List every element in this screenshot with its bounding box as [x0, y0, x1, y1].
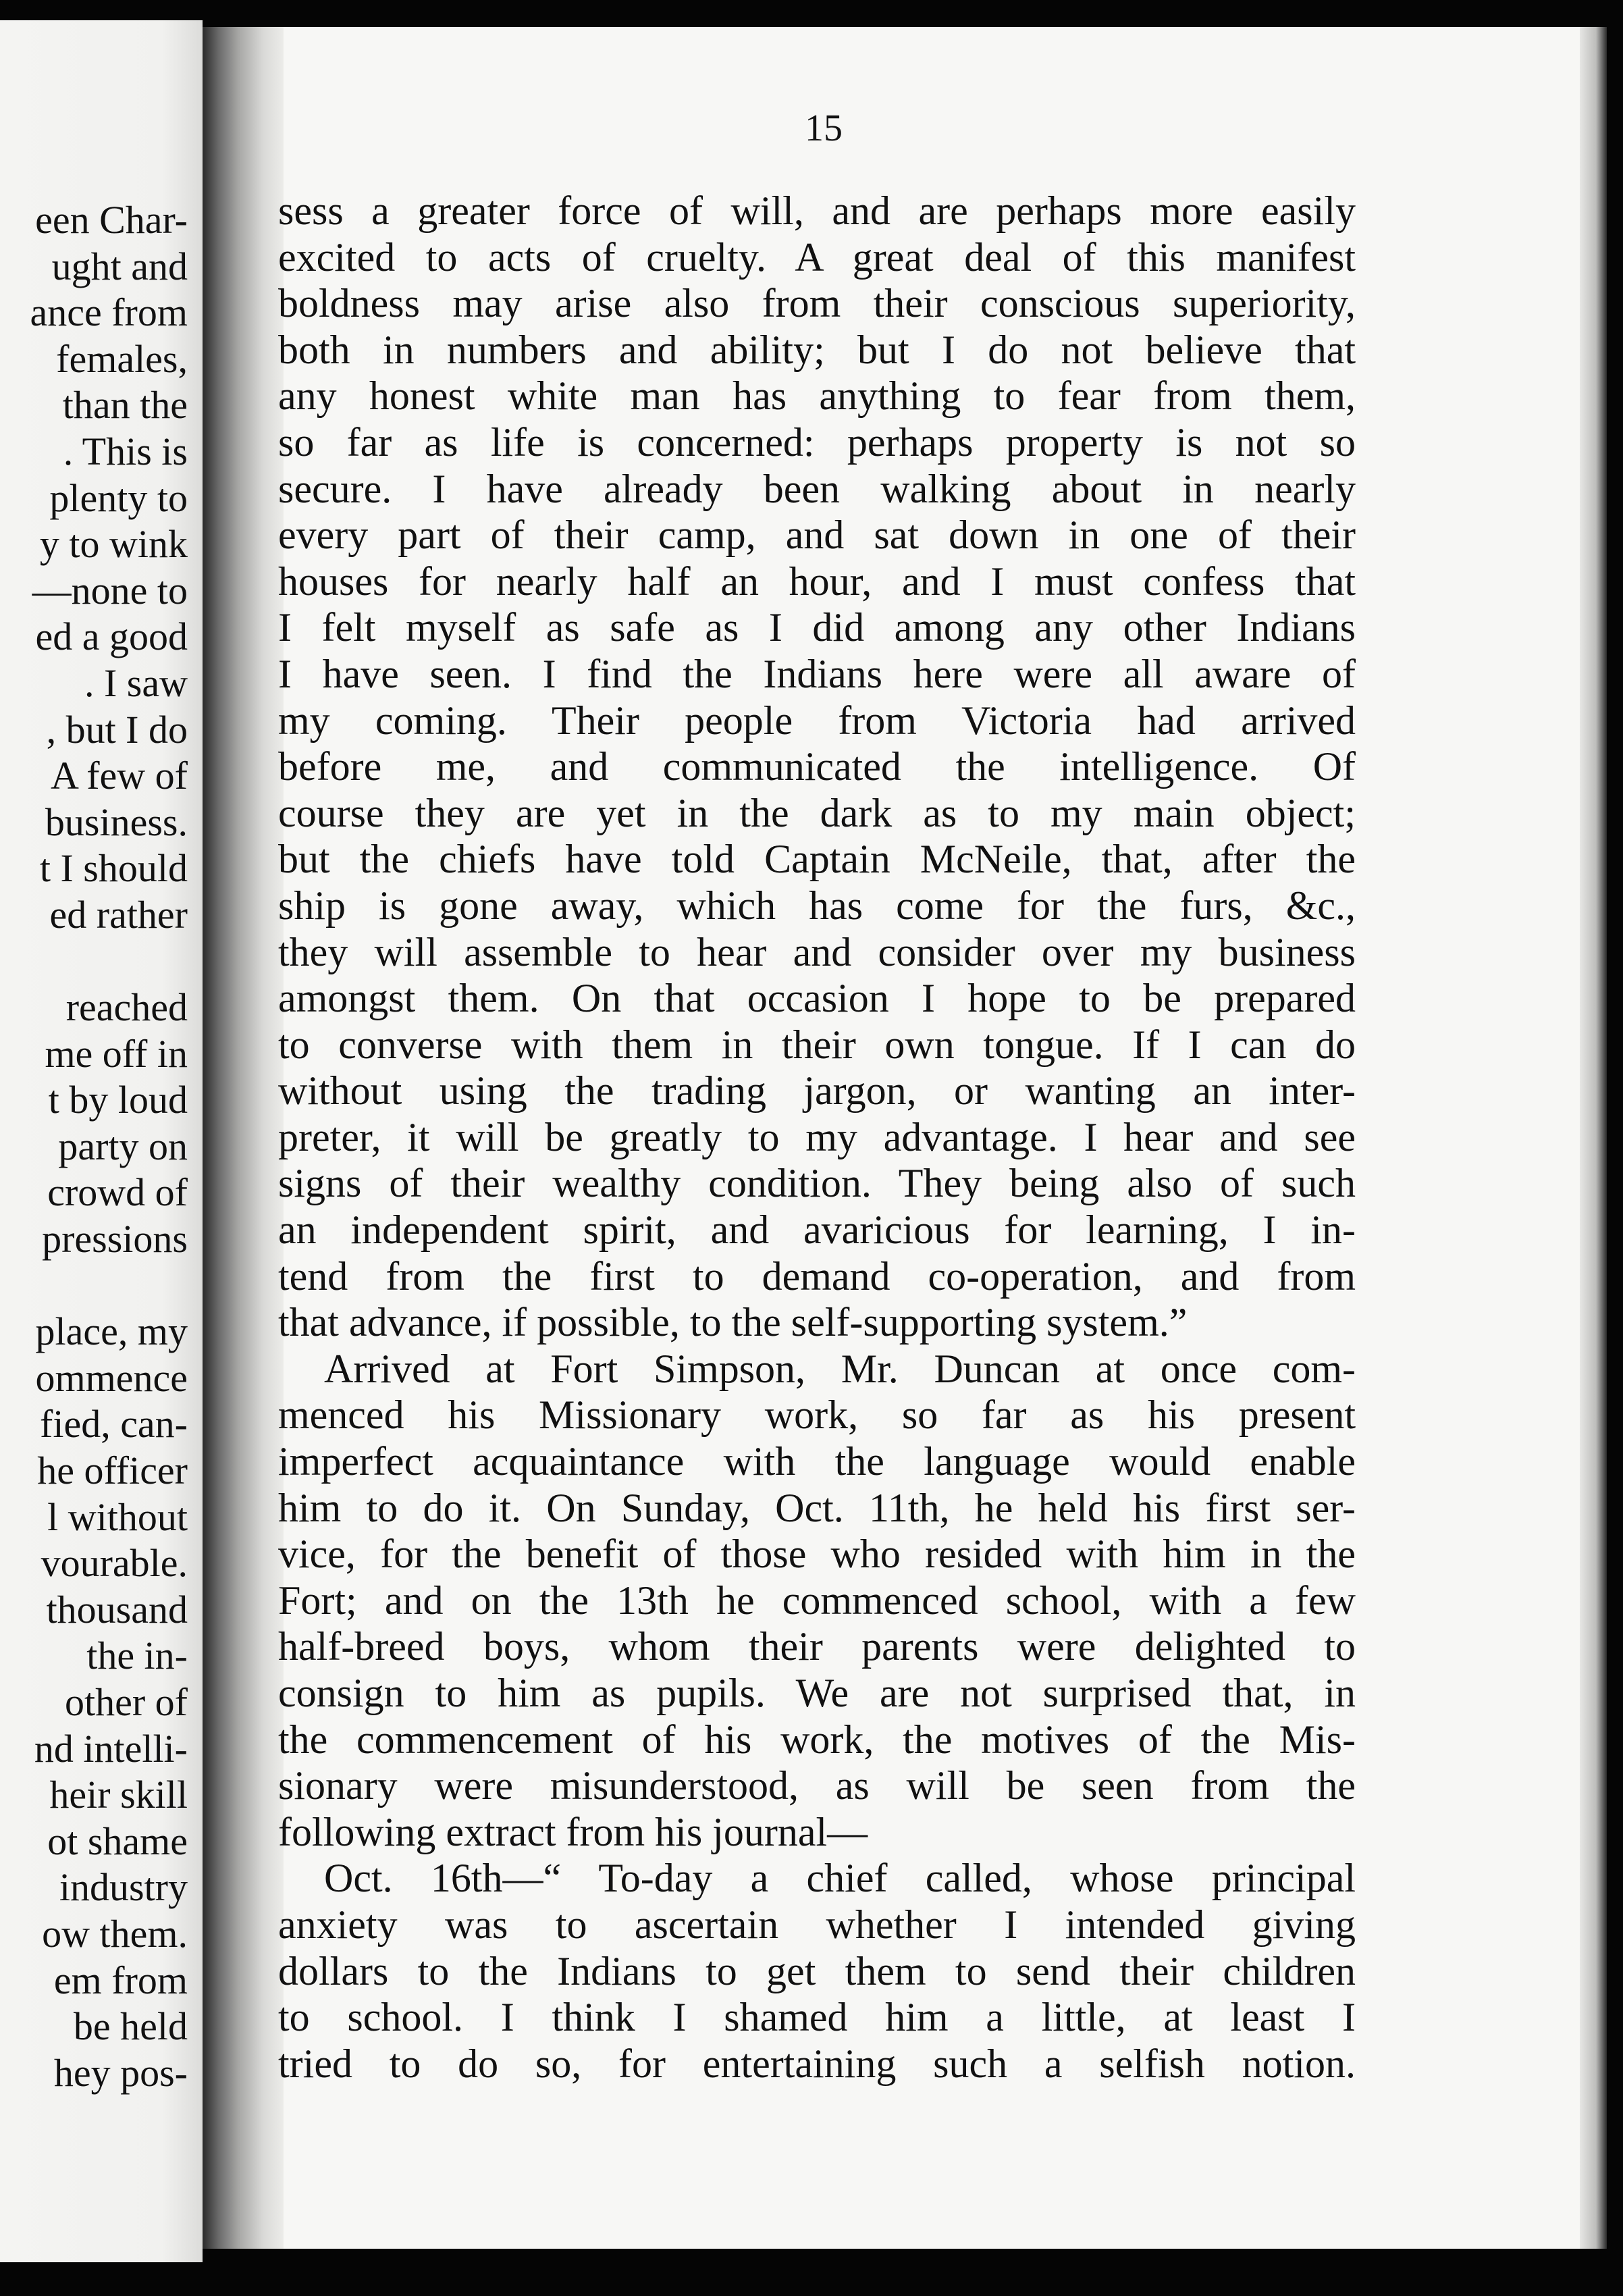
text-line: to converse with them in their own tongue. If I can do [278, 1022, 1356, 1067]
text-line: menced his Missionary work, so far as his present [278, 1392, 1356, 1438]
page-number: 15 [805, 107, 843, 149]
left-page-line: crowd of [47, 1170, 188, 1215]
text-line: following extract from his journal— [278, 1809, 868, 1854]
text-line: I have seen. I find the Indians here were all aware of [278, 651, 1356, 696]
text-line: vice, for the benefit of those who resided with him in the [278, 1532, 1356, 1577]
left-page-line: , but I do [46, 707, 188, 752]
text-line: I felt myself as safe as I did among any other Indians [278, 605, 1356, 650]
text-line: imperfect acquaintance with the language would enable [278, 1439, 1356, 1484]
left-page-line: ow them. [42, 1911, 188, 1956]
left-page-line [0, 1263, 188, 1309]
left-page-line [0, 939, 188, 985]
left-page-line: t I should [39, 846, 188, 891]
left-page-line: plenty to [49, 475, 188, 520]
text-line: that advance, if possible, to the self-supporting system.” [278, 1300, 1188, 1345]
text-line: half-breed boys, whom their parents were delighted to [278, 1624, 1356, 1669]
text-line: Arrived at Fort Simpson, Mr. Duncan at once com- [324, 1346, 1356, 1391]
left-page-line: . This is [63, 429, 188, 473]
text-line: him to do it. On Sunday, Oct. 11th, he held his first ser- [278, 1485, 1356, 1530]
text-line: so far as life is concerned: perhaps property is not so [278, 419, 1356, 465]
left-page-line: A few of [51, 754, 188, 798]
left-page-line: females, [56, 336, 188, 381]
left-page-line: fied, can- [40, 1402, 188, 1446]
left-page-line: me off in [45, 1031, 188, 1076]
book-gutter-shadow [203, 27, 284, 2249]
left-page-line: heir skill [49, 1773, 188, 1817]
text-line: Oct. 16th—“ To-day a chief called, whose principal [324, 1856, 1356, 1901]
left-page-line: ed a good [35, 615, 188, 659]
left-page-line: een Char- [35, 198, 188, 242]
body-text [278, 188, 1356, 2087]
left-page-line: vourable. [41, 1541, 188, 1586]
left-page-line: ot shame [47, 1819, 188, 1863]
text-line: tend from the first to demand co-operation, and from [278, 1253, 1356, 1299]
text-line: but the chiefs have told Captain McNeile, that, after the [278, 837, 1356, 882]
text-line: an independent spirit, and avaricious for learning, I in- [278, 1207, 1356, 1253]
left-page-line: hey pos- [53, 2050, 188, 2095]
text-line: the commencement of his work, the motives of the Mis- [278, 1717, 1356, 1762]
left-page-line: party on [58, 1124, 188, 1168]
text-line: preter, it will be greatly to my advantage. I hear and see [278, 1114, 1356, 1159]
text-line: every part of their camp, and sat down in one of their [278, 513, 1356, 558]
left-page-line: . I saw [84, 660, 188, 705]
left-facing-page [0, 20, 203, 2262]
left-page-line: be held [73, 2004, 188, 2049]
text-line: any honest white man has anything to fear from them, [278, 373, 1356, 419]
left-page-line: ught and [51, 244, 188, 288]
text-line: signs of their wealthy condition. They being also of such [278, 1161, 1356, 1206]
left-page-text [0, 197, 188, 2096]
left-page-line: than the [62, 383, 188, 427]
text-line: tried to do so, for entertaining such a selfish notion. [278, 2041, 1356, 2086]
left-page-line: other of [65, 1680, 188, 1724]
text-line: ship is gone away, which has come for the furs, &c., [278, 883, 1356, 928]
left-page-line: place, my [35, 1309, 188, 1354]
text-line: sionary were misunderstood, as will be seen from the [278, 1763, 1356, 1808]
left-page-line: reached [65, 985, 188, 1030]
left-page-line: t by loud [48, 1078, 188, 1122]
left-page-line: pressions [42, 1217, 188, 1261]
left-page-line: ommence [35, 1355, 188, 1400]
left-page-line: —none to [32, 568, 188, 612]
text-line: Fort; and on the 13th he commenced school, with a few [278, 1577, 1356, 1623]
left-page-line: the in- [86, 1634, 188, 1678]
left-page-line: industry [59, 1865, 188, 1910]
left-page-line: thousand [46, 1587, 188, 1632]
left-page-line: ed rather [49, 892, 188, 937]
text-line: consign to him as pupils. We are not surprised that, in [278, 1671, 1356, 1715]
text-line: amongst them. On that occasion I hope to be prepared [278, 976, 1356, 1021]
left-page-line: y to wink [39, 522, 188, 567]
text-line: boldness may arise also from their conscious superiority, [278, 281, 1356, 326]
text-line: houses for nearly half an hour, and I must confess that [278, 558, 1356, 604]
left-page-line: business. [45, 800, 188, 844]
text-line: to school. I think I shamed him a little, at least I [278, 1995, 1356, 2040]
text-line: they will assemble to hear and consider over my business [278, 929, 1356, 974]
page-edge [1580, 27, 1607, 2249]
text-line: sess a greater force of will, and are perhaps more easily [278, 188, 1356, 233]
text-line: dollars to the Indians to get them to send their children [278, 1948, 1356, 1993]
text-line: my coming. Their people from Victoria had arrived [278, 698, 1356, 743]
text-line: secure. I have already been walking about in nearly [278, 466, 1356, 511]
left-page-line: ance from [30, 290, 188, 335]
left-page-line: em from [53, 1958, 188, 2002]
text-line: excited to acts of cruelty. A great deal of this manifest [278, 234, 1356, 280]
text-line: anxiety was to ascertain whether I intended giving [278, 1902, 1356, 1947]
left-page-line: nd intelli- [34, 1726, 188, 1771]
text-line: both in numbers and ability; but I do not believe that [278, 327, 1356, 372]
left-page-line: he officer [37, 1449, 188, 1493]
text-line: without using the trading jargon, or wanting an inter- [278, 1068, 1356, 1114]
text-line: before me, and communicated the intelligence. Of [278, 744, 1356, 789]
left-page-line: l without [47, 1494, 188, 1539]
text-line: course they are yet in the dark as to my main object; [278, 790, 1356, 835]
